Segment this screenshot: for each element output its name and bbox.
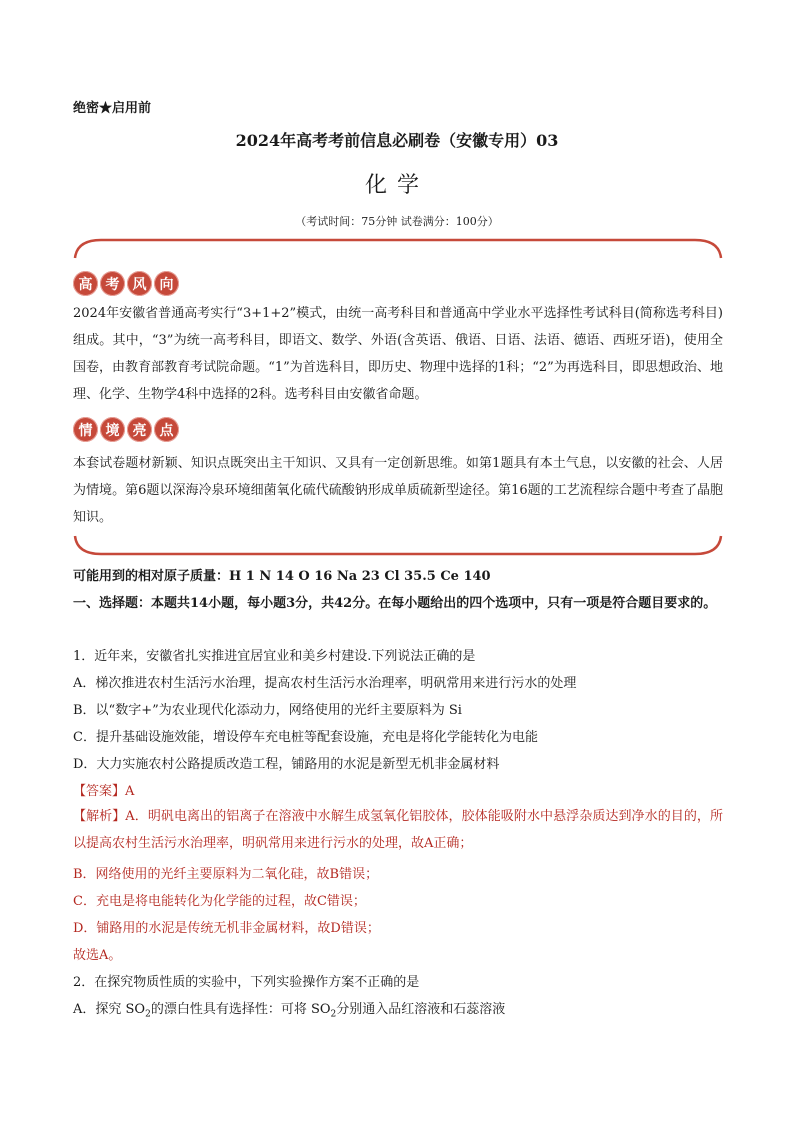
analysis-tag: 【解析】 [73,809,126,824]
part1-intro: 一、选择题：本题共14小题，每小题3分，共42分。在每小题给出的四个选项中，只有一项是符合题目要求的。 [73,596,717,611]
highlight-text: 本套试卷题材新颖、知识点既突出主干知识、又具有一定创新思维。如第1题具有本土气息，以安徽的社会、人居为情境。第6题以深海冷泉环境细菌氧化硫代硫酸钠形成单质硫新型途径。第16题的工艺流程综合题中考查了晶胞知识。 [73,456,723,525]
q1-option-d: D．大力实施农村公路提质改造工程，铺路用的水泥是新型无机非金属材料 [73,757,500,772]
trend-text: 2024年安徽省普通高考实行“3+1+2”模式，由统一高考科目和普通高中学业水平选择性考试科目(简称选考科目)组成。其中，“3”为统一高考科目，即语文、数学、外语(含英语、俄语、日语、法语、德语、西班牙语)，使用全国卷，由教育部教育考试院命题。“1”为首选科目，即历史、物理中选择的1科；“2”为再选科目，即思想政治、地理、化学、生物学4科中选择的2科。选考科目由安徽省命题。 [73,306,723,402]
q2-option-a-text: 的漂白性具有选择性：可将 SO [150,1002,331,1017]
badge-char: 点 [154,417,179,442]
q1-analysis-d: D．铺路用的水泥是传统无机非金属材料，故D错误； [73,921,380,936]
highlight-badge [73,417,179,442]
q2-option-a [73,998,505,1020]
answer-tag: 【答案】 [73,784,126,799]
badge-char: 境 [100,417,125,442]
answer-value: A [125,784,135,799]
subscript: 2 [145,1009,151,1020]
q2-option-a-text: A．探究 SO [73,1002,146,1017]
q1-option-a: A．梯次推进农村生活污水治理，提高农村生活污水治理率，明矾常用来进行污水的处理 [73,676,577,691]
badge-char: 高 [73,271,98,296]
secret-label: 绝密★启用前 [73,101,152,116]
badge-char: 向 [154,271,179,296]
q1-answer [73,780,134,799]
subject-title: 化学 [364,173,429,198]
badge-char: 考 [100,271,125,296]
q1-analysis-b: B．网络使用的光纤主要原料为二氧化硅，故B错误； [73,867,379,882]
q1-stem: 1．近年来，安徽省扎实推进宜居宜业和美乡村建设.下列说法正确的是 [73,649,476,664]
q1-analysis [73,803,723,857]
q2-option-a-text: 分别通入品红溶液和石蕊溶液 [336,1002,506,1017]
atomic-masses: 可能用到的相对原子质量：H 1 N 14 O 16 Na 23 Cl 35.5 Ce 140 [73,569,491,584]
analysis-a: A．明矾电离出的铝离子在溶液中水解生成氢氧化铝胶体，胶体能吸附水中悬浮杂质达到净水的目的，所以提高农村生活污水治理率，明矾常用来进行污水的处理，故A正确； [73,809,723,851]
q1-conclusion: 故选A。 [73,948,122,963]
q2-stem: 2．在探究物质性质的实验中，下列实验操作方案不正确的是 [73,975,420,990]
badge-char: 亮 [127,417,152,442]
q1-option-c: C．提升基础设施效能，增设停车充电桩等配套设施，充电是将化学能转化为电能 [73,730,538,745]
q1-option-b: B．以“数字+”为农业现代化添动力，网络使用的光纤主要原料为 Si [73,703,462,718]
trend-badge [73,271,179,296]
exam-info: （考试时间：75分钟 试卷满分：100分） [295,215,499,228]
exam-title: 2024年高考考前信息必刷卷（安徽专用）03 [235,131,559,150]
q1-analysis-c: C．充电是将电能转化为化学能的过程，故C错误； [73,894,366,909]
subscript: 2 [330,1009,337,1020]
badge-char: 情 [73,417,98,442]
badge-char: 风 [127,271,152,296]
